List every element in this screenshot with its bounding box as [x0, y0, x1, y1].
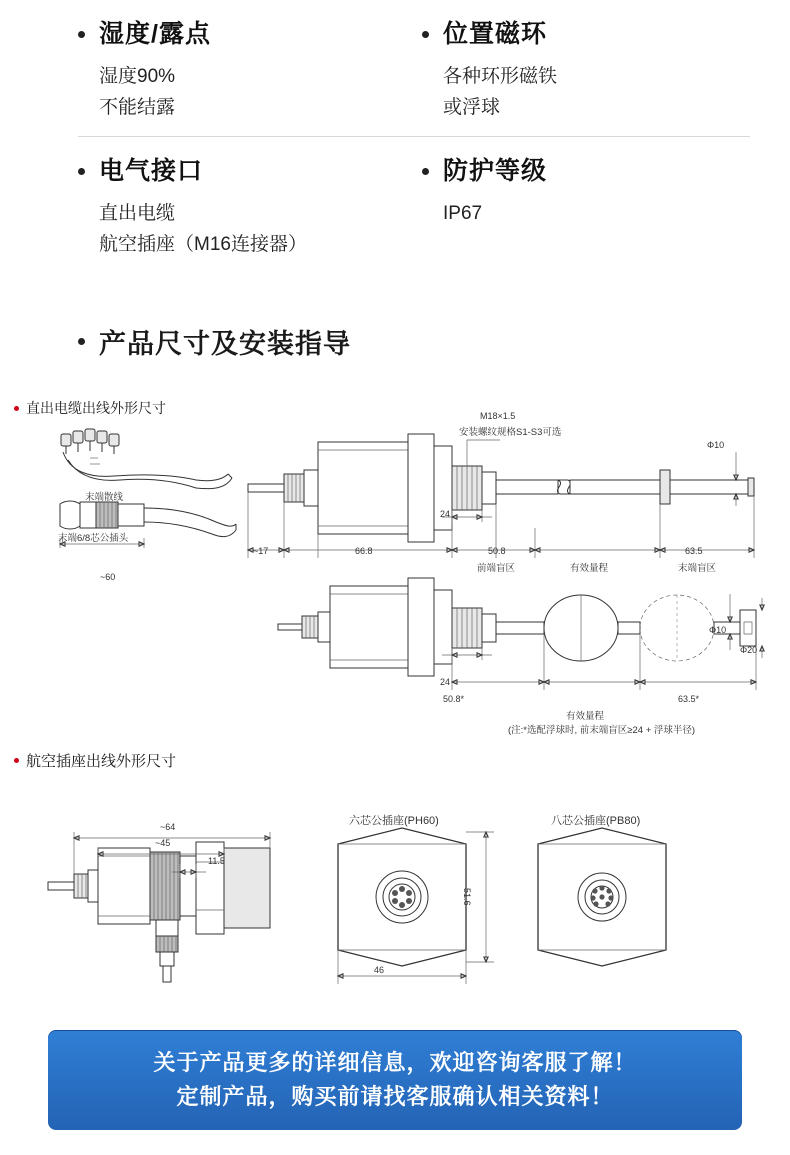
label-dia10-bottom: Φ10 — [709, 625, 727, 635]
six-pin-socket — [338, 828, 494, 984]
spec-line: 直出电缆 — [99, 202, 176, 224]
spec-line: 或浮球 — [443, 96, 501, 118]
spec-title-text: 湿度/露点 — [99, 20, 211, 48]
label-17: ~17 — [253, 546, 269, 556]
spec-grid — [0, 0, 790, 274]
label-eight-pin: 八芯公插座(PB80) — [551, 815, 641, 827]
spec-title-text: 电气接口 — [99, 157, 204, 186]
label-loose-wire: 末端散线 — [85, 492, 124, 503]
banner-line-1: 关于产品更多的详细信息，欢迎咨询客服了解！ — [153, 1049, 637, 1075]
label-front-blind: 前端盲区 — [477, 563, 516, 574]
section-heading-text: 产品尺寸及安装指导 — [99, 329, 351, 359]
label-six-pin: 六芯公插座(PH60) — [349, 815, 439, 827]
cable-outline-drawing — [30, 418, 770, 738]
loose-wire-bundle — [61, 429, 232, 489]
spec-title — [78, 155, 408, 188]
section-heading — [78, 322, 351, 361]
label-plug: 末端6/8芯公插头 — [58, 533, 129, 544]
spec-line: 各种环形磁铁 — [443, 65, 558, 87]
label-64: ~64 — [160, 822, 176, 832]
label-508-top: 50.8 — [488, 546, 506, 556]
bullet-icon — [14, 758, 19, 763]
eight-pin-socket — [538, 828, 666, 966]
spec-cell-humidity — [78, 0, 408, 137]
label-24-top: 24 — [440, 509, 451, 519]
sensor-body-top — [248, 434, 754, 558]
label-effective-bottom: 有效量程 — [566, 711, 605, 722]
bullet-icon — [422, 168, 429, 175]
label-float-note: (注:*选配浮球时, 前末端盲区≥24 + 浮球半径) — [508, 725, 696, 736]
spec-line: IP67 — [443, 202, 483, 224]
spec-cell-magnet — [422, 0, 752, 137]
label-46: 46 — [374, 965, 385, 975]
spec-lines — [99, 198, 408, 261]
label-dia10-top: Φ10 — [707, 440, 725, 450]
bullet-icon — [78, 168, 85, 175]
spec-cell-protection — [422, 137, 752, 274]
label-668: 66.8 — [355, 546, 373, 556]
banner-line-2: 定制产品，购买前请找客服确认相关资料！ — [176, 1084, 614, 1109]
spec-title — [78, 18, 408, 51]
contact-banner — [48, 1030, 742, 1130]
label-thread-1: M18×1.5 — [480, 411, 516, 421]
label-45: ~45 — [155, 838, 171, 848]
label-516: 51.6 — [462, 888, 472, 906]
drawing1-heading — [14, 398, 166, 418]
bullet-icon — [14, 406, 19, 411]
spec-title-text: 位置磁环 — [443, 20, 548, 48]
drawing1-heading-text: 直出电缆出线外形尺寸 — [26, 400, 166, 416]
spec-title — [422, 18, 752, 51]
label-end-blind: 末端盲区 — [678, 563, 717, 574]
spec-cell-electrical — [78, 137, 408, 274]
drawing3-heading-text: 航空插座出线外形尺寸 — [26, 753, 177, 770]
spec-row — [0, 137, 790, 274]
spec-lines — [99, 61, 408, 124]
label-effective-top: 有效量程 — [570, 563, 609, 574]
bullet-icon — [78, 31, 85, 38]
spec-line: 航空插座（M16连接器） — [99, 234, 307, 256]
angled-connector — [48, 832, 270, 982]
label-115: 11.5 — [208, 856, 225, 866]
spec-lines — [443, 61, 752, 124]
label-dia20: Φ20 — [740, 645, 758, 655]
label-508-bottom: 50.8* — [443, 694, 465, 704]
spec-title-text: 防护等级 — [443, 157, 548, 186]
label-thread-2: 安装螺纹规格S1-S3可选 — [459, 427, 562, 438]
spec-title — [422, 155, 752, 188]
drawing3-heading — [14, 750, 176, 771]
bullet-icon — [78, 338, 85, 345]
sensor-body-float-view — [278, 578, 764, 690]
label-635-bottom: 63.5* — [678, 694, 700, 704]
spec-lines — [443, 198, 752, 229]
label-plug-dim: ~60 — [100, 572, 116, 582]
spec-line: 湿度90% — [99, 65, 176, 87]
label-635-top: 63.5 — [685, 546, 703, 556]
spec-row — [0, 0, 790, 137]
label-24-bottom: 24 — [440, 677, 451, 687]
bullet-icon — [422, 31, 429, 38]
spec-line: 不能结露 — [99, 96, 176, 118]
